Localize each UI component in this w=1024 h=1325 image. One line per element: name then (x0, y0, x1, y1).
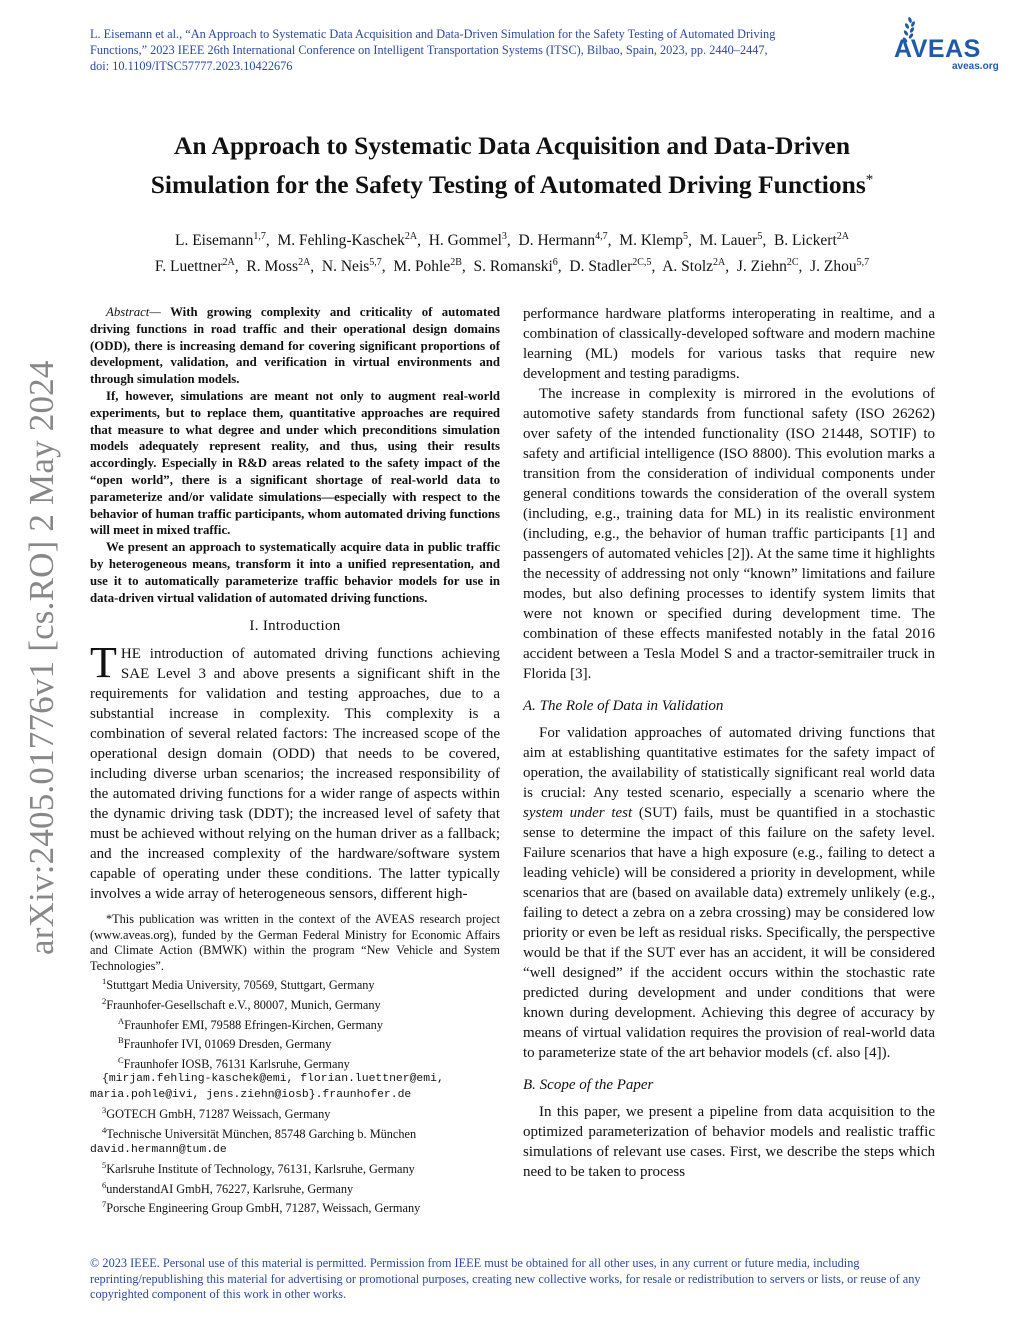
author-name: B. Lickert (773, 232, 837, 250)
author-name: S. Romanski (473, 258, 553, 276)
drop-cap: T (90, 638, 117, 688)
author (322, 258, 382, 275)
author-name: D. Stadler (569, 258, 633, 276)
author-name: D. Hermann (518, 232, 596, 250)
section-b-paragraph: In this paper, we present a pipeline from data acquisition to the optimized parameterization of behavior models and realistic traffic simulations of relevant use cases. First, we describe the steps which need to be taken to process (523, 1104, 935, 1180)
affiliation-mark: A (118, 1015, 125, 1026)
affiliation-6 (90, 1178, 500, 1198)
left-column (90, 304, 500, 1217)
title-line-2-text: Simulation for the Safety Testing of Automated Driving Functions (150, 170, 866, 199)
author (619, 232, 688, 249)
email-affiliation-4: david.hermann@tum.de (90, 1143, 227, 1156)
author (519, 232, 608, 249)
affiliation-mark: 4 (102, 1124, 107, 1135)
logo-wordmark: AVEAS (894, 35, 981, 63)
header-citation: L. Eisemann et al., “An Approach to Systematic Data Acquisition and Data-Driven Simulation for the Safety Testing of Automated Driving Functions,” 2023 IEEE 26th International Conference on Intelligent Transportation Systems (ITSC), Bilbao, Spain, 2023, pp. 2440–2447, doi: 10.1109/ITSC57777.2023.10422676 (90, 27, 776, 73)
abstract-label: Abstract (106, 305, 150, 319)
affiliation-2b (90, 1033, 500, 1053)
affiliation-text: Fraunhofer IOSB, 76131 Karlsruhe, Germany (123, 1056, 350, 1071)
affiliation-mark: 1 (102, 976, 107, 987)
affiliation-2 (90, 994, 500, 1014)
author-affiliation-mark: 6 (552, 257, 558, 269)
author-row: F. Luettner$^{2A}$, R. Moss$^{2A}$, N. Neis$^{5,7}$, M. Pohle$^{2B}$, S. Romanski$^6$, D. Stadler$^{2C,5}$, A. Stolz$^{2A}$, J. Ziehn$^{2C}$, J. Zhou$^{5,7}$ (154, 257, 870, 276)
author-name: N. Neis (321, 258, 370, 276)
footnotes (90, 912, 500, 1216)
affiliation-text: Karlsruhe Institute of Technology, 76131, Karlsruhe, Germany (106, 1162, 415, 1177)
email-list-line-1: {mirjam.fehling-kaschek@emi, florian.luettner@emi, (102, 1073, 444, 1086)
author-affiliation-mark: 2A (713, 257, 726, 269)
author-affiliation-mark: 1,7 (253, 231, 266, 242)
affiliation-text: Technische Universität München, 85748 Garching b. München (106, 1127, 417, 1141)
abstract-paragraph-2: If, however, simulations are meant not only to augment real-world experiments, but to replace them, quantitative approaches are required that measure to what degree and under which preconditions simulation models adequately represent reality, and thus, using their results accordingly. Especially in R&D areas related to the safety impact of the “open world”, there is a significant shortage of real-world data to parameterize and/or validate simulations—especially with respect to the behavior of human traffic participants, whom automated driving functions will meet in mixed traffic. (90, 388, 500, 538)
affiliation-4 (90, 1123, 500, 1143)
intro-paragraph-2: The increase in complexity is mirrored in the evolutions of automotive safety standards from functional safety (ISO 26262) over safety of the intended functionality (ISO 21448, SOTIF) to safety and artificial intelligence (ISO 8800). This evolution marks a transition from the consideration of individual components under general conditions towards the consideration of the overall system (including, e.g., training data for ML) in its realistic environment (including, e.g., the behavior of human traffic participants [1] and passengers of automated vehicles [2]). At the same time it highlights the necessity of addressing not only “known” limitations and failure modes, but also defining processes to identify system limits that were not known or specified during development time. The combination of these effects manifested notably in the fatal 2016 accident between a Tesla Model S and a tractor-semitrailer truck in Florida [3]. (523, 386, 935, 682)
author (569, 258, 651, 275)
author-name: A. Stolz (662, 258, 714, 276)
affiliation-text: understandAI GmbH, 76227, Karlsruhe, Germany (106, 1181, 354, 1196)
author (662, 258, 725, 275)
abstract-paragraph-1 (90, 304, 500, 388)
subsection-heading-b: B. Scope of the Paper (523, 1077, 654, 1093)
author-affiliation-mark: 3 (501, 231, 507, 242)
arxiv-stamp: arXiv:2405.01776v1 [cs.RO] 2 May 2024 (22, 360, 61, 955)
author-name: M. Lauer (699, 232, 758, 250)
author (429, 232, 507, 249)
author-name: J. Zhou (810, 258, 857, 276)
copyright-notice: © 2023 IEEE. Personal use of this material is permitted. Permission from IEEE must be obtained for all other uses, in any current or future media, including reprinting/republishing this material for advertising or promotional purposes, creating new collective works, for resale or redistribution to servers or lists, or reuse of any copyrighted component of this work in other works. (90, 1256, 921, 1301)
affiliation-mark: 6 (102, 1179, 107, 1190)
affiliation-2a (90, 1014, 500, 1034)
section-a-paragraph (523, 723, 935, 1063)
abstract-p1-text: With growing complexity and criticality of automated driving functions in road traffic and their operational design domains (ODD), there is increasing demand for covering significant proportions of development, validation, and verification in virtual environments and through simulation models. (90, 305, 501, 387)
author-affiliation-mark: 5 (757, 231, 763, 242)
section-heading-introduction: I. Introduction (249, 618, 341, 635)
title-line-1: An Approach to Systematic Data Acquisition and Data-Driven (173, 131, 851, 160)
affiliation-mark: C (118, 1054, 124, 1065)
author-affiliation-mark: 4,7 (595, 231, 608, 242)
affiliation-1 (90, 974, 500, 994)
author-name: H. Gommel (428, 232, 502, 250)
author-row: L. Eisemann$^{1,7}$, M. Fehling-Kaschek$^{2A}$, H. Gommel$^3$, D. Hermann$^{4,7}$, M. Klemp$^5$, M. Lauer$^5$, B. Lickert$^{2A}$ (174, 231, 850, 250)
author-affiliation-mark: 2A (404, 231, 418, 242)
author (737, 258, 799, 275)
author-affiliation-mark: 2A (836, 231, 850, 242)
affiliation-text: Fraunhofer IVI, 01069 Dresden, Germany (123, 1037, 332, 1052)
intro-paragraph-1-continued: performance hardware platforms interoperating in realtime, and a combination of classically-developed software and modern machine learning (ML) models for various tasks that require new development and testing paradigms. (523, 306, 935, 382)
section-a-emphasis: system under test (523, 805, 633, 821)
author-name: M. Fehling-Kaschek (277, 232, 405, 250)
affiliation-text: Fraunhofer EMI, 79588 Efringen-Kirchen, Germany (124, 1017, 383, 1032)
author (155, 258, 235, 275)
author (393, 258, 462, 275)
affiliation-text: GOTECH GmbH, 71287 Weissach, Germany (106, 1107, 331, 1122)
affiliation-3 (90, 1103, 500, 1123)
author (277, 232, 417, 249)
author-name: M. Klemp (619, 232, 684, 250)
affiliation-mark: 2 (102, 995, 107, 1006)
email-list-line-2: maria.pohle@ivi, jens.ziehn@iosb}.fraunhofer.de (90, 1088, 412, 1101)
paper-title (60, 128, 964, 202)
author-affiliation-mark: 2C,5 (632, 257, 652, 269)
author (246, 258, 310, 275)
author-affiliation-mark: 2C (786, 257, 799, 269)
intro-p1-text: HE introduction of automated driving functions achieving SAE Level 3 and above presents a significant shift in the requirements for validation and testing approaches, due to a substantial increase in complexity. This complexity is a combination of several related factors: The increased scope of the operational design domain (ODD) that needs to be covered, including diverse urban scenarios; the increased responsibility of the automated driving functions for a wider range of aspects within the dynamic driving task (DDT); the increased level of safety that must be achieved without relying on the human driver as a fallback; and the increased complexity of the hardware/software system capable of operating under these conditions. The latter typically involves a wide array of heterogeneous sensors, different high- (90, 646, 500, 903)
author-affiliation-mark: 5 (683, 231, 689, 242)
affiliation-mark: B (118, 1035, 124, 1046)
author-name: L. Eisemann (174, 232, 254, 250)
author (774, 232, 849, 249)
author (700, 232, 763, 249)
affiliation-5 (90, 1158, 500, 1178)
right-column (523, 304, 935, 1182)
affiliation-text: Porsche Engineering Group GmbH, 71287, Weissach, Germany (106, 1201, 421, 1216)
author-list (60, 226, 964, 278)
abstract-dash: — (149, 305, 171, 319)
affiliation-mark: 5 (102, 1160, 107, 1170)
author-name: M. Pohle (393, 258, 451, 276)
author-affiliation-mark: 2A (298, 257, 311, 269)
abstract-paragraph-3: We present an approach to systematically acquire data in public traffic by heterogeneous means, transform it into a unified representation, and use it to automatically parameterize traffic behavior models for use in data-driven virtual validation of automated driving functions. (90, 540, 500, 605)
funding-footnote: *This publication was written in the context of the AVEAS research project (www.aveas.org), funded by the German Federal Ministry for Economic Affairs and Climate Action (BMWK) within the program “New Vehicle and System Technologies”. (90, 912, 500, 973)
affiliation-text: Fraunhofer-Gesellschaft e.V., 80007, Munich, Germany (106, 998, 381, 1013)
intro-paragraph-1 (90, 638, 500, 904)
author-affiliation-mark: 2A (222, 257, 235, 269)
author-affiliation-mark: 2B (450, 257, 462, 269)
logo-url: aveas.org (952, 61, 999, 72)
aveas-logo (890, 14, 1002, 74)
author (474, 258, 558, 275)
affiliation-mark: 7 (102, 1199, 107, 1210)
affiliation-2c (90, 1053, 500, 1073)
author (175, 232, 266, 249)
author-affiliation-mark: 5,7 (856, 257, 870, 269)
author-affiliation-mark: 5,7 (369, 257, 382, 269)
title-line-2 (60, 163, 964, 202)
subsection-heading-a: A. The Role of Data in Validation (523, 698, 724, 714)
section-a-text: For validation approaches of automated driving functions that aim at establishing quantitative estimates for the safety impact of operation, the availability of statistically significant real world data is crucial: Any tested scenario, especially a scenario where the (523, 725, 935, 801)
affiliation-text: Stuttgart Media University, 70569, Stuttgart, Germany (106, 978, 375, 993)
affiliation-mark: 3 (102, 1105, 107, 1116)
section-a-text: (SUT) fails, must be quantified in a stochastic sense to determine the impact of this failure on the safety level. Failure scenarios that have a high exposure (e.g., failing to detect a leading vehicle) will be considered a priority in development, while scenarios that are (based on available data) extremely unlikely (e.g., failing to detect a zebra on a zebra crossing) may be considered low priority or even be left as residual risks. Specifically, the perspective would be that if the SUT ever has an accident, it will be considered “well designed” if the accident occurs within the stochastic rate predicted during development and under conditions that were known during development. Achieving this degree of accuracy by means of virtual validation requires the provision of real-world data to parameterize state of the art behavior models (cf. also [4]). (523, 805, 935, 1061)
author-name: R. Moss (246, 258, 299, 276)
author-name: J. Ziehn (736, 258, 787, 276)
author (810, 258, 869, 275)
title-footnote-mark: * (865, 172, 874, 188)
author-name: F. Luettner (154, 258, 223, 276)
affiliation-7 (90, 1197, 500, 1217)
